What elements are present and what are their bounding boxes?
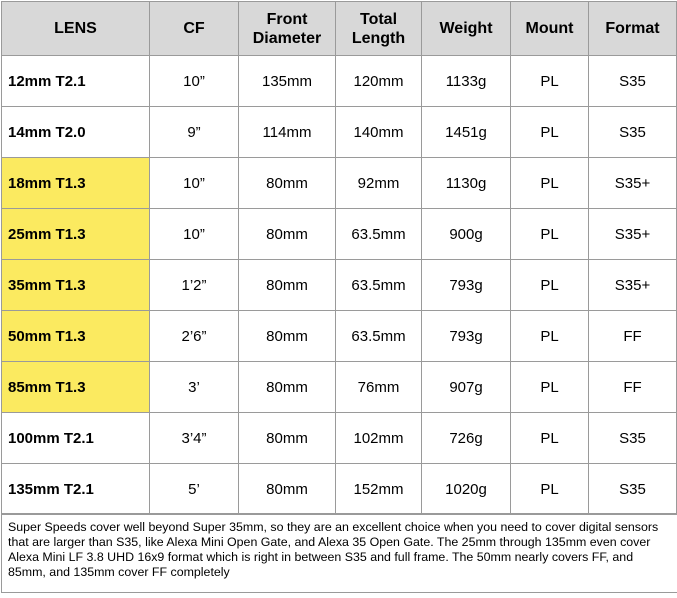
header-front-diameter: Front Diameter (239, 2, 336, 56)
header-format: Format (589, 2, 677, 56)
header-row (2, 2, 677, 56)
cell-length: 92mm (336, 158, 422, 209)
cell-weight: 726g (422, 413, 511, 464)
cell-length: 102mm (336, 413, 422, 464)
header-cf: CF (150, 2, 239, 56)
cell-cf: 3’ (150, 362, 239, 413)
cell-mount: PL (511, 260, 589, 311)
table-row (2, 209, 677, 260)
cell-length: 63.5mm (336, 260, 422, 311)
cell-cf: 10” (150, 56, 239, 107)
header-total-length: Total Length (336, 2, 422, 56)
cell-weight: 1451g (422, 107, 511, 158)
table-row (2, 260, 677, 311)
cell-length: 63.5mm (336, 209, 422, 260)
cell-length: 63.5mm (336, 311, 422, 362)
cell-lens: 50mm T1.3 (2, 311, 150, 362)
cell-format: FF (589, 311, 677, 362)
cell-lens: 25mm T1.3 (2, 209, 150, 260)
cell-weight: 1020g (422, 464, 511, 515)
cell-format: S35+ (589, 158, 677, 209)
table-row (2, 107, 677, 158)
cell-cf: 1’2” (150, 260, 239, 311)
cell-lens: 35mm T1.3 (2, 260, 150, 311)
cell-cf: 9” (150, 107, 239, 158)
cell-front: 135mm (239, 56, 336, 107)
lens-spec-table (1, 1, 677, 515)
cell-mount: PL (511, 413, 589, 464)
cell-weight: 793g (422, 260, 511, 311)
table-row (2, 413, 677, 464)
cell-front: 80mm (239, 260, 336, 311)
cell-front: 80mm (239, 209, 336, 260)
cell-weight: 900g (422, 209, 511, 260)
cell-length: 152mm (336, 464, 422, 515)
header-lens: LENS (2, 2, 150, 56)
cell-mount: PL (511, 158, 589, 209)
cell-format: S35+ (589, 260, 677, 311)
table-row (2, 311, 677, 362)
cell-format: FF (589, 362, 677, 413)
cell-weight: 793g (422, 311, 511, 362)
cell-format: S35 (589, 413, 677, 464)
cell-lens: 100mm T2.1 (2, 413, 150, 464)
cell-mount: PL (511, 56, 589, 107)
cell-front: 80mm (239, 362, 336, 413)
cell-mount: PL (511, 209, 589, 260)
cell-length: 120mm (336, 56, 422, 107)
cell-lens: 85mm T1.3 (2, 362, 150, 413)
cell-format: S35+ (589, 209, 677, 260)
cell-front: 80mm (239, 311, 336, 362)
cell-length: 76mm (336, 362, 422, 413)
cell-mount: PL (511, 311, 589, 362)
cell-lens: 12mm T2.1 (2, 56, 150, 107)
cell-cf: 10” (150, 209, 239, 260)
cell-mount: PL (511, 464, 589, 515)
table-row (2, 464, 677, 515)
table-row (2, 362, 677, 413)
cell-lens: 14mm T2.0 (2, 107, 150, 158)
cell-cf: 10” (150, 158, 239, 209)
table-row (2, 56, 677, 107)
cell-lens: 18mm T1.3 (2, 158, 150, 209)
cell-cf: 3’4” (150, 413, 239, 464)
cell-format: S35 (589, 107, 677, 158)
cell-front: 80mm (239, 413, 336, 464)
cell-lens: 135mm T2.1 (2, 464, 150, 515)
cell-front: 114mm (239, 107, 336, 158)
coverage-note: Super Speeds cover well beyond Super 35mm, so they are an excellent choice when you need to cover digital sensors that are larger than S35, like Alexa Mini Open Gate, and Alexa 35 Open Gate. The 25mm through 135mm even cover Alexa Mini LF 3.8 UHD 16x9 format which is right in between S35 and full frame. The 50mm nearly covers FF, and 85mm, and 135mm cover FF completely (1, 513, 677, 593)
cell-front: 80mm (239, 464, 336, 515)
cell-format: S35 (589, 56, 677, 107)
cell-cf: 2’6” (150, 311, 239, 362)
cell-weight: 907g (422, 362, 511, 413)
cell-mount: PL (511, 362, 589, 413)
header-mount: Mount (511, 2, 589, 56)
table-row (2, 158, 677, 209)
cell-front: 80mm (239, 158, 336, 209)
cell-cf: 5’ (150, 464, 239, 515)
cell-weight: 1133g (422, 56, 511, 107)
cell-length: 140mm (336, 107, 422, 158)
cell-format: S35 (589, 464, 677, 515)
cell-mount: PL (511, 107, 589, 158)
header-weight: Weight (422, 2, 511, 56)
cell-weight: 1130g (422, 158, 511, 209)
